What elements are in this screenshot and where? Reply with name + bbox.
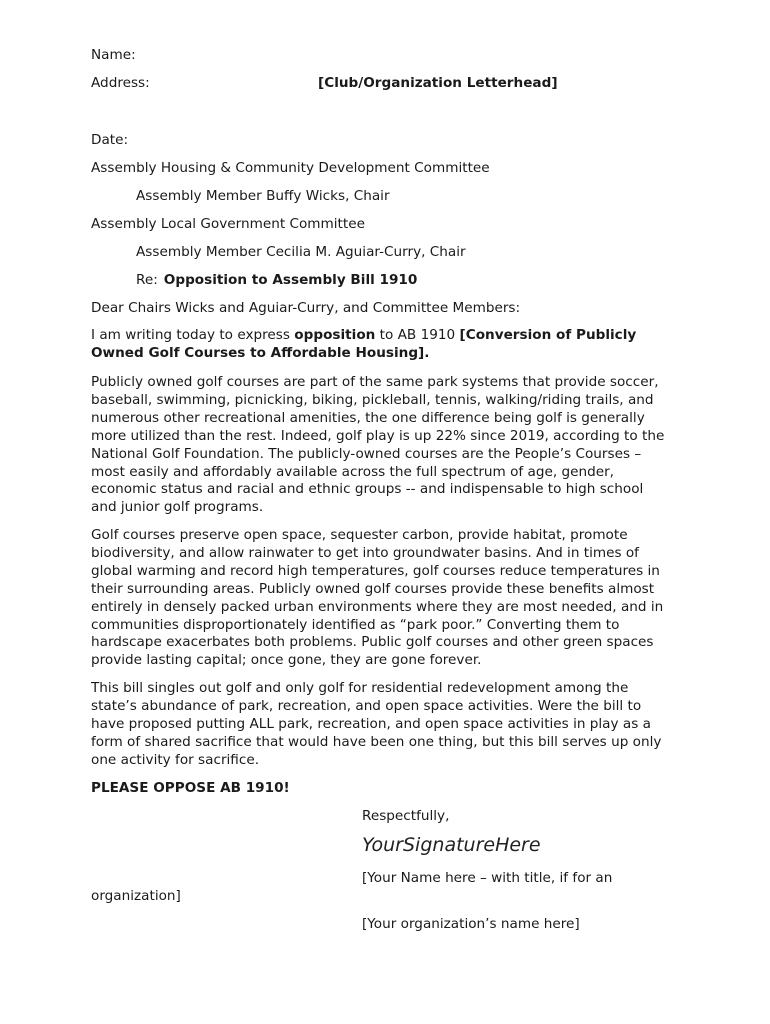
- p3-line: have proposed putting ALL park, recreation, and open space activities in play as a: [91, 715, 651, 732]
- paragraph-public-courses: [91, 374, 681, 517]
- p3-line: state’s abundance of park, recreation, and open space activities. Were the bill to: [91, 697, 642, 714]
- paragraph-singles-out: [91, 680, 681, 770]
- name-placeholder-continued: organization]: [91, 888, 181, 904]
- intro-prefix: I am writing today to express: [91, 327, 295, 343]
- intro-opposition: opposition: [294, 327, 376, 343]
- chair-aguiar-curry: Assembly Member Cecilia M. Aguiar-Curry, Chair: [136, 244, 466, 260]
- p3-line: form of shared sacrifice that would have been one thing, but this bill serves up only: [91, 733, 662, 750]
- p1-line: Publicly owned golf courses are part of the same park systems that provide soccer,: [91, 374, 659, 390]
- p2-line: Golf courses preserve open space, sequester carbon, provide habitat, promote: [91, 527, 628, 543]
- p1-line: more utilized than the rest. Indeed, golf play is up 22% since 2019, according to the: [91, 427, 665, 444]
- re-label: Re:: [136, 272, 158, 288]
- re-line: [136, 271, 417, 289]
- date-label: Date:: [91, 132, 129, 148]
- p1-line: baseball, swimming, picnicking, biking, pickleball, tennis, walking/riding trails, and: [91, 391, 654, 408]
- committee-housing: Assembly Housing & Community Development Committee: [91, 160, 490, 176]
- p2-line: hardscape exacerbates both problems. Public golf courses and other green spaces: [91, 634, 654, 651]
- paragraph-environment: [91, 527, 681, 670]
- address-label: Address:: [91, 75, 150, 91]
- intro-line-1: [91, 327, 681, 345]
- p3-line: one activity for sacrifice.: [91, 751, 260, 768]
- re-title: Opposition to Assembly Bill 1910: [163, 272, 418, 288]
- p1-line: numerous other recreational amenities, the one difference being golf is generally: [91, 409, 645, 426]
- letterhead-placeholder: [Club/Organization Letterhead]: [318, 75, 558, 91]
- organization-placeholder: [Your organization’s name here]: [362, 916, 580, 932]
- p2-line: entirely in densely packed urban environments where they are most needed, and in: [91, 598, 664, 615]
- intro-paragraph: [91, 327, 681, 363]
- chair-wicks: Assembly Member Buffy Wicks, Chair: [136, 188, 390, 204]
- intro-bill-title-2: Owned Golf Courses to Affordable Housing].: [91, 344, 430, 361]
- intro-middle: to AB 1910: [375, 327, 460, 343]
- name-placeholder: [Your Name here – with title, if for an: [362, 870, 613, 886]
- call-to-action: PLEASE OPPOSE AB 1910!: [91, 780, 290, 796]
- p1-line: most easily and affordably available across the full spectrum of age, gender,: [91, 463, 615, 480]
- p1-line: economic status and racial and ethnic groups -- and indispensable to high school: [91, 481, 644, 498]
- p1-line: National Golf Foundation. The publicly-owned courses are the People’s Courses –: [91, 445, 642, 462]
- p2-line: their surrounding areas. Publicly owned golf courses provide these benefits almost: [91, 580, 655, 597]
- closing-respectfully: Respectfully,: [362, 808, 450, 824]
- name-label: Name:: [91, 47, 136, 63]
- signature-placeholder: YourSignatureHere: [362, 834, 541, 856]
- p2-line: global warming and record high temperatures, golf courses reduce temperatures in: [91, 562, 660, 579]
- p2-line: provide lasting capital; once gone, they are gone forever.: [91, 652, 482, 669]
- salutation: Dear Chairs Wicks and Aguiar-Curry, and Committee Members:: [91, 300, 521, 316]
- p2-line: communities disproportionately identified as “park poor.” Converting them to: [91, 616, 620, 633]
- intro-bill-title-1: [Conversion of Publicly: [459, 327, 637, 343]
- committee-local-government: Assembly Local Government Committee: [91, 216, 365, 232]
- p1-line: and junior golf programs.: [91, 499, 264, 516]
- p3-line: This bill singles out golf and only golf for residential redevelopment among the: [91, 680, 629, 696]
- p2-line: biodiversity, and allow rainwater to get into groundwater basins. And in times of: [91, 544, 639, 561]
